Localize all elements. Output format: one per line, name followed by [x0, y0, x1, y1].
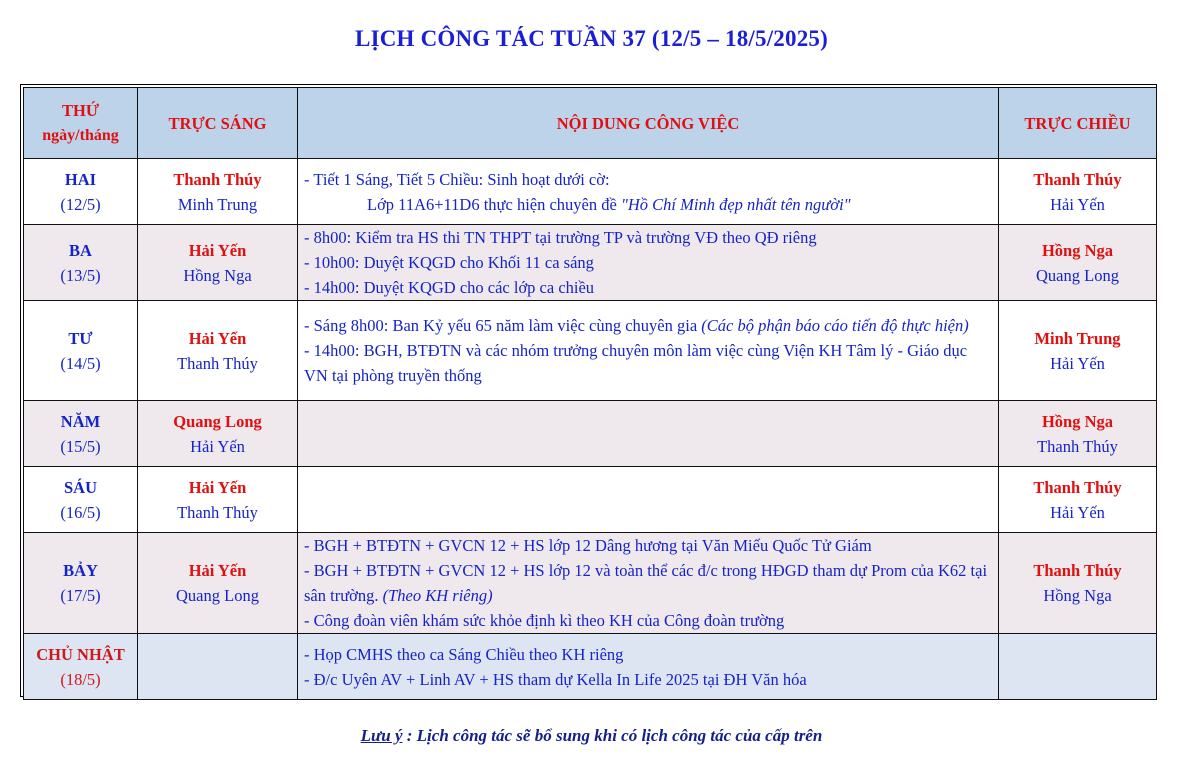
day-cell	[24, 225, 138, 301]
header-afternoon: TRỰC CHIỀU	[999, 88, 1157, 159]
content-cell	[298, 401, 999, 467]
morning-secondary: Hồng Nga	[183, 265, 252, 285]
content-line: - 10h00: Duyệt KQGD cho Khối 11 ca sáng	[304, 253, 594, 272]
afternoon-primary: Hồng Nga	[1041, 240, 1114, 260]
afternoon-duty-cell	[999, 301, 1157, 401]
afternoon-primary: Thanh Thúy	[1033, 477, 1122, 497]
morning-primary: Quang Long	[173, 411, 262, 431]
morning-primary: Hải Yến	[188, 477, 247, 497]
note-colon: :	[402, 726, 417, 745]
afternoon-secondary: Hải Yến	[1050, 194, 1105, 214]
content-line: - 14h00: Duyệt KQGD cho các lớp ca chiều	[304, 278, 595, 297]
content-text: - BGH + BTĐTN + GVCN 12 + HS lớp 12 và toàn thể các đ/c trong HĐGD tham dự Prom của K62 tại sân trường.	[304, 561, 988, 605]
morning-secondary: Thanh Thúy	[177, 353, 258, 373]
header-morning: TRỰC SÁNG	[138, 88, 298, 159]
content-line: - BGH + BTĐTN + GVCN 12 + HS lớp 12 Dâng hương tại Văn Miếu Quốc Tử Giám	[304, 536, 872, 555]
morning-secondary: Thanh Thúy	[177, 502, 258, 522]
morning-primary: Hải Yến	[188, 561, 247, 580]
header-day-line1: THỨ	[62, 101, 99, 120]
day-cell	[24, 533, 138, 634]
morning-duty-cell	[138, 159, 298, 225]
morning-duty-cell	[138, 401, 298, 467]
morning-duty-cell	[138, 533, 298, 634]
afternoon-secondary: Hải Yến	[1050, 502, 1105, 522]
content-line: - Họp CMHS theo ca Sáng Chiều theo KH riêng	[304, 644, 624, 664]
content-line: - Đ/c Uyên AV + Linh AV + HS tham dự Kella In Life 2025 tại ĐH Văn hóa	[304, 669, 807, 689]
header-day-line2: ngày/tháng	[42, 127, 119, 144]
header-day	[24, 88, 138, 159]
content-cell	[298, 301, 999, 401]
morning-secondary: Minh Trung	[177, 194, 258, 214]
afternoon-duty-cell	[999, 401, 1157, 467]
content-italic: (Các bộ phận báo cáo tiến độ thực hiện)	[701, 316, 969, 335]
day-name: NĂM	[60, 411, 101, 431]
content-line	[304, 313, 992, 338]
day-cell	[24, 159, 138, 225]
afternoon-duty-cell	[999, 467, 1157, 533]
content-line	[304, 558, 992, 608]
day-date: (14/5)	[60, 353, 101, 373]
day-date: (18/5)	[60, 669, 101, 689]
morning-duty-cell	[138, 301, 298, 401]
day-name: BẢY	[63, 561, 98, 580]
content-line: - 14h00: BGH, BTĐTN và các nhóm trưởng chuyên môn làm việc cùng Viện KH Tâm lý - Giáo dục VN tại phòng truyền thống	[304, 341, 968, 385]
afternoon-duty-cell	[999, 634, 1157, 700]
afternoon-primary: Thanh Thúy	[1033, 561, 1122, 580]
page-title: LỊCH CÔNG TÁC TUẦN 37 (12/5 – 18/5/2025)	[355, 26, 828, 51]
morning-primary: Thanh Thúy	[173, 169, 262, 189]
content-italic: "Hồ Chí Minh đẹp nhất tên người"	[620, 194, 851, 214]
footer-note	[0, 726, 1183, 746]
morning-duty-cell	[138, 467, 298, 533]
content-line: - 8h00: Kiểm tra HS thi TN THPT tại trường TP và trường VĐ theo QĐ riêng	[304, 228, 817, 247]
table-row	[24, 225, 1157, 301]
table-row	[24, 301, 1157, 401]
content-cell	[298, 225, 999, 301]
morning-secondary: Quang Long	[176, 586, 259, 605]
afternoon-secondary: Quang Long	[1036, 265, 1119, 285]
afternoon-duty-cell	[999, 225, 1157, 301]
morning-primary: Hải Yến	[188, 240, 247, 260]
content-cell	[298, 533, 999, 634]
afternoon-primary: Minh Trung	[1034, 328, 1121, 348]
table-row	[24, 533, 1157, 634]
morning-duty-cell	[138, 225, 298, 301]
content-line: - Công đoàn viên khám sức khỏe định kì theo KH của Công đoàn trường	[304, 611, 785, 630]
note-text: Lịch công tác sẽ bổ sung khi có lịch công tác của cấp trên	[416, 726, 823, 745]
day-date: (13/5)	[60, 265, 101, 285]
day-cell	[24, 634, 138, 700]
afternoon-primary: Thanh Thúy	[1033, 169, 1122, 189]
day-name: BA	[69, 240, 92, 260]
afternoon-duty-cell	[999, 159, 1157, 225]
content-cell	[298, 467, 999, 533]
afternoon-duty-cell	[999, 533, 1157, 634]
content-line	[304, 192, 992, 217]
content-line: - Tiết 1 Sáng, Tiết 5 Chiều: Sinh hoạt dưới cờ:	[304, 169, 610, 189]
content-cell	[298, 159, 999, 225]
day-date: (16/5)	[60, 502, 101, 522]
day-cell	[24, 301, 138, 401]
day-name: TƯ	[68, 328, 93, 348]
day-name: HAI	[64, 169, 97, 189]
morning-duty-cell	[138, 634, 298, 700]
morning-primary: Hải Yến	[188, 328, 247, 348]
content-italic: (Theo KH riêng)	[382, 586, 493, 605]
schedule-table	[23, 87, 1157, 700]
afternoon-secondary: Hải Yến	[1050, 353, 1105, 373]
note-label: Lưu ý	[360, 726, 403, 745]
day-date: (17/5)	[60, 586, 101, 605]
content-text: Lớp 11A6+11D6 thực hiện chuyên đề	[367, 194, 621, 214]
day-cell	[24, 401, 138, 467]
afternoon-primary: Hồng Nga	[1041, 411, 1114, 431]
header-content: NỘI DUNG CÔNG VIỆC	[298, 88, 999, 159]
afternoon-secondary: Hồng Nga	[1043, 586, 1112, 605]
morning-secondary: Hải Yến	[190, 436, 245, 456]
content-text: - Sáng 8h00: Ban Kỷ yếu 65 năm làm việc cùng chuyên gia	[304, 316, 702, 335]
day-date: (12/5)	[60, 194, 101, 214]
content-cell	[298, 634, 999, 700]
day-name: CHỦ NHẬT	[36, 644, 125, 664]
day-name: SÁU	[63, 477, 97, 497]
day-date: (15/5)	[60, 436, 101, 456]
table-row	[24, 401, 1157, 467]
header-row	[24, 88, 1157, 159]
day-cell	[24, 467, 138, 533]
table-row	[24, 159, 1157, 225]
afternoon-secondary: Thanh Thúy	[1037, 436, 1118, 456]
table-row	[24, 634, 1157, 700]
table-row	[24, 467, 1157, 533]
